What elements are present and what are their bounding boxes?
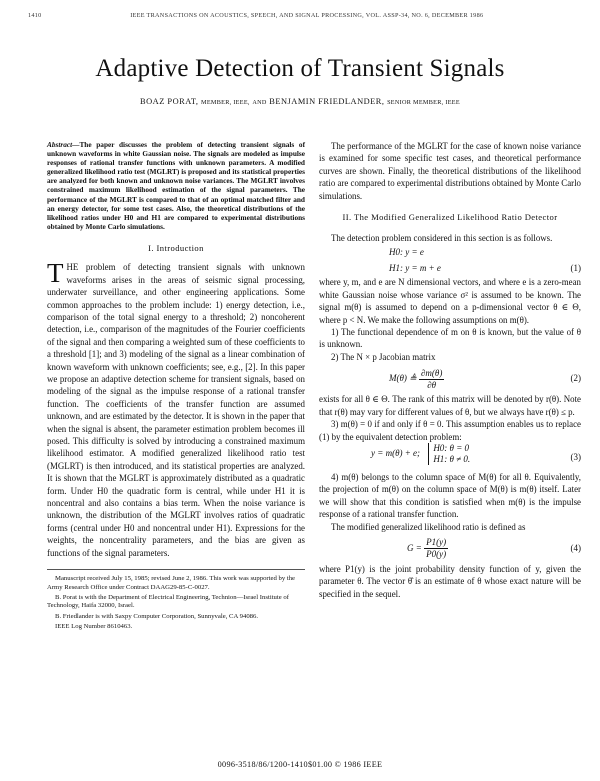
eq2-lhs: M(θ) ≜ <box>389 373 417 384</box>
author-1-name: BOAZ PORAT, <box>140 97 199 106</box>
right-column <box>319 140 581 600</box>
eq2-fraction <box>419 368 444 391</box>
section-2-heading: II. The Modified Generalized Likelihood Ratio Detector <box>342 212 558 223</box>
equation-1-h1 <box>319 260 581 276</box>
assumption-4: 4) m(θ) belongs to the column space of M(θ) for all θ. Equivalently, the projection of m(θ) on the column space of M(θ) is m(θ) itself. Later we will show that this condition is satisfied when m(θ) is the impulse response of a rational transfer function. <box>319 471 581 520</box>
paper-title: Adaptive Detection of Transient Signals <box>95 55 505 82</box>
eq3-case-h0: H0: θ = 0 <box>433 442 470 453</box>
intro-text: HE problem of detecting transient signals with unknown waveforms arises in the areas of seismic signal processing, underwater surveillance, and other engineering applications. Some common approaches to the problem include: 1) energy detection, i.e., comparison of the total signal energy to a threshold; 2) noncoherent detection, i.e., comparison of the magnitudes of the Fourier coefficients of the signal and then comparing a weighted sum of these coefficients to a threshold [1]; and 3) modeling of the signal as a linear combination of known waveform with unknown coefficients; see, e.g., [2]. In this paper we propose an adaptive detection scheme for transient signals, based on modeling of the signal as the impulse response of a rational transfer function. The coefficients of the transfer function are assumed unknown, and are estimated by the detector. It is shown in the paper that when the signal is absent, the parameter estimation problem becomes ill posed. This difficulty is solved by introducing a constrained maximum likelihood estimator. A modified generalized likelihood ratio test (MGLRT) is then introduced, and its statistical properties are analyzed. It is shown that the MGLRT is approximately distributed as a quadratic form. Under H0 the quadratic form is central, while under H1 it is noncentral and also contains a bias term. When the noise variance is unknown, the distribution of the MGLRT involves ratios of quadratic forms (central under H0 and noncentral under H1). Expressions for the weights, the noncentrality parameters, and the bias are given as functions of the signal parameters. <box>47 262 305 558</box>
eq4-number: (4) <box>570 542 581 553</box>
author-conjunction: AND <box>252 99 267 106</box>
journal-name: IEEE TRANSACTIONS ON ACOUSTICS, SPEECH, AND SIGNAL PROCESSING, VOL. ASSP-34, NO. 6, DECEMBER 1986 <box>130 11 484 19</box>
eq3-cases <box>428 443 470 465</box>
where-paragraph: where y, m, and e are N dimensional vectors, and where e is a zero-mean white Gaussian noise whose variance σ² is assumed to be known. The signal m(θ) is assumed to depend on a p-dimensional vector θ ∈ Θ, where p < N. We make the following assumptions on m(θ). <box>319 277 581 325</box>
eq4-lhs: G = <box>407 542 422 553</box>
abstract-label: Abstract <box>47 140 73 149</box>
drop-cap: T <box>47 258 64 289</box>
footnote-log-number: IEEE Log Number 8610463. <box>55 623 133 631</box>
equation-3 <box>319 443 581 471</box>
author-2-name: BENJAMIN FRIEDLANDER, <box>269 97 385 106</box>
eq4-denominator: P0(y) <box>426 549 447 560</box>
footnote-received: Manuscript received July 15, 1985; revised June 2, 1986. This work was supported by the Army Research Office under Contract DAAG29-85-C-0027. <box>47 575 296 591</box>
assumption-2: 2) The N × p Jacobian matrix <box>331 351 436 362</box>
exists-paragraph: exists for all θ ∈ Θ. The rank of this matrix will be denoted by r(θ). Note that r(θ) may vary for different values of θ, but we always have r(θ) ≤ p. <box>319 394 581 417</box>
copyright-footer: 0096-3518/86/1200-1410$01.00 © 1986 IEEE <box>217 760 383 769</box>
page-number: 1410 <box>28 11 42 19</box>
footnote-friedlander: B. Friedlander is with Saxpy Computer Corporation, Sunnyvale, CA 94086. <box>55 612 259 620</box>
eq2-denominator: ∂θ <box>427 379 437 390</box>
equation-1-h0 <box>319 244 581 260</box>
author-2-role: SENIOR MEMBER, IEEE <box>387 99 460 106</box>
eq1-h1-expr: H1: y = m + e <box>389 263 441 274</box>
final-paragraph: where P1(y) is the joint probability density function of y, given the parameter θ. The vector θ̂ is an estimate of θ whose exact nature will be specified in the sequel. <box>319 563 581 599</box>
intro-paragraph <box>47 258 305 559</box>
eq4-fraction <box>424 537 448 560</box>
assumption-1: 1) The functional dependence of m on θ is known, but the value of θ is unknown. <box>319 327 581 350</box>
footnote-porat: B. Porat is with the Department of Electrical Engineering, Technion—Israel Institute of Technology, Haifa 32000, Israel. <box>47 593 289 610</box>
abstract-text: —The paper discusses the problem of detecting transient signals of unknown waveforms in white Gaussian noise. The signals are modeled as impulse responses of rational transfer functions with unknown parameters. A modified generalized likelihood ratio test (MGLRT) is proposed and its statistical properties are analyzed for both known and unknown noise variances. The MGLRT involves constrained maximum likelihood estimation of the signal parameters. The performance of the MGLRT is compared to that of an optimal matched filter and an energy detector, for some test cases. Also, the theoretical distributions of the likelihood ratios under H0 and H1 are compared to experimental distributions obtained by Monte Carlo simulations. <box>47 140 305 231</box>
running-header <box>28 9 572 21</box>
ratio-paragraph: The modified generalized likelihood ratio is defined as <box>331 521 526 532</box>
eq1-h0-expr: H0: y = e <box>389 247 424 258</box>
author-line <box>0 97 600 106</box>
eq4-numerator: P1(y) <box>426 537 447 548</box>
performance-paragraph: The performance of the MGLRT for the case of known noise variance is examined for some specific test cases, and theoretical performance curves are shown. Finally, the theoretical distributions of the likelihood ratio are compared to experimental distributions obtained by Monte Carlo simulations. <box>319 141 581 201</box>
eq3-case-h1: H1: θ ≠ 0. <box>433 453 471 464</box>
equation-2 <box>319 363 581 393</box>
eq3-lhs: y = m(θ) + e; <box>371 447 421 458</box>
eq3-number: (3) <box>570 451 581 462</box>
eq2-numerator: ∂m(θ) <box>420 367 443 378</box>
eq2-number: (2) <box>570 373 581 384</box>
eq1-number: (1) <box>570 263 581 274</box>
abstract <box>47 140 305 231</box>
equation-4 <box>319 533 581 563</box>
left-column <box>47 140 305 634</box>
section-1-heading: I. Introduction <box>148 242 204 253</box>
author-1-role: MEMBER, IEEE, <box>201 99 250 106</box>
footnotes <box>47 569 305 631</box>
problem-paragraph: The detection problem considered in this section is as follows. <box>331 233 553 244</box>
assumption-3: 3) m(θ) = 0 if and only if θ = 0. This assumption enables us to replace (1) by the equivalent detection problem: <box>319 419 581 442</box>
